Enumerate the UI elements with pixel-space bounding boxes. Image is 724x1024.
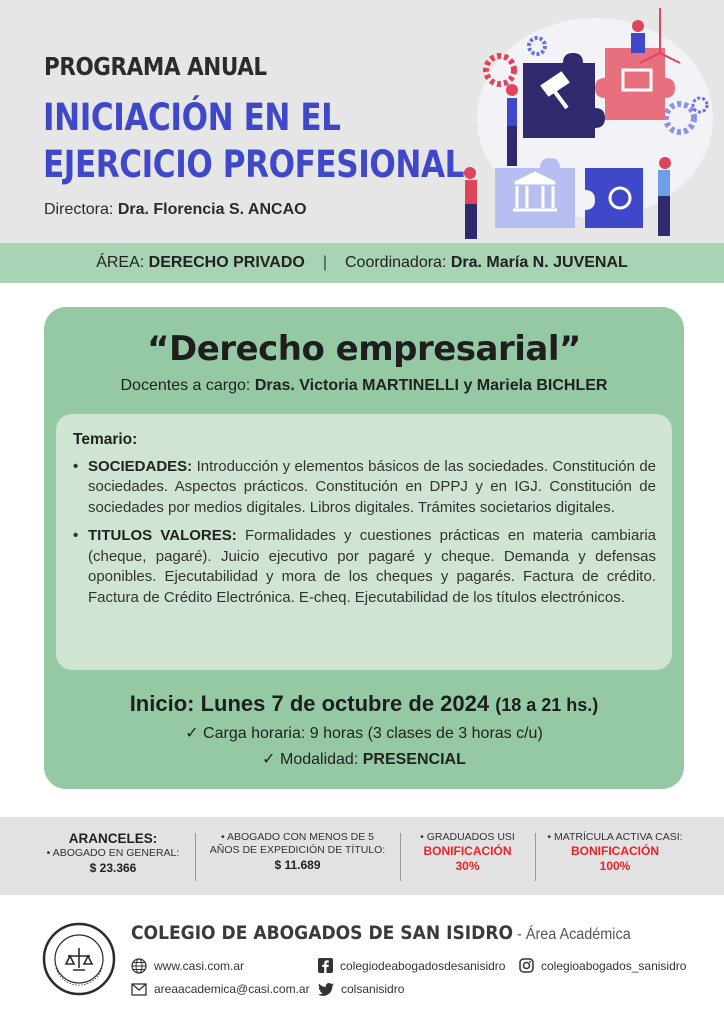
topic-name: SOCIEDADES: xyxy=(88,457,193,475)
fee-grad-bonif: BONIFICACIÓN xyxy=(423,844,512,858)
fee-mat-label: • MATRÍCULA ACTIVA CASI: xyxy=(547,831,683,843)
modality-label: ✓ Modalidad: xyxy=(262,751,359,768)
header xyxy=(0,0,724,243)
twitter-text: colsanisidro xyxy=(341,982,405,996)
fee-general xyxy=(38,831,188,875)
website-link[interactable] xyxy=(131,958,244,974)
topic-item xyxy=(73,526,656,608)
puzzle-piece-gavel xyxy=(523,53,605,138)
twitter-icon xyxy=(318,983,334,996)
instagram-icon xyxy=(519,958,534,973)
area-label: ÁREA: xyxy=(96,254,145,271)
area-band xyxy=(0,243,724,283)
facebook-text: colegiodeabogadosdesanisidro xyxy=(340,958,506,973)
modality xyxy=(44,749,684,769)
start-date xyxy=(44,691,684,717)
org-name: COLEGIO DE ABOGADOS DE SAN ISIDRO xyxy=(131,922,514,944)
director-label: Directora: xyxy=(44,201,114,218)
program-label: PROGRAMA ANUAL xyxy=(44,52,267,81)
coordinator-name: Dra. María N. JUVENAL xyxy=(450,254,628,271)
workload: ✓ Carga horaria: 9 horas (3 clases de 3 horas c/u) xyxy=(185,725,543,742)
course-title: “Derecho empresarial” xyxy=(147,329,581,369)
divider xyxy=(195,833,196,881)
start-hours: (18 a 21 hs.) xyxy=(495,695,599,715)
org-title xyxy=(131,922,631,944)
program-title-line1: INICIACIÓN EN EL xyxy=(43,96,341,139)
program-title-line2: EJERCICIO PROFESIONAL xyxy=(43,143,464,186)
temario-title: Temario: xyxy=(73,431,138,448)
course-card xyxy=(44,307,684,789)
twitter-link[interactable] xyxy=(318,982,404,996)
topic-item xyxy=(73,457,656,519)
fee-grad-pct: 30% xyxy=(455,859,480,873)
instagram-link[interactable] xyxy=(519,958,686,973)
topic-text: Introducción y elementos básicos de las sociedades. Constitución de sociedades. Aspectos prácticos. Constitución en DPPJ y en IGJ. Constitución de sociedades por medios digitales. Libros digitales. Trámites societarios digitales. xyxy=(88,457,657,516)
fee-junior-label-1: • ABOGADO CON MENOS DE 5 xyxy=(220,831,375,843)
coordinator-label: Coordinadora: xyxy=(345,254,447,271)
email-text: areaacademica@casi.com.ar xyxy=(154,982,310,996)
mail-icon xyxy=(131,983,147,996)
fee-general-label: • ABOGADO EN GENERAL: xyxy=(46,847,180,859)
fee-junior-label-2: AÑOS DE EXPEDICIÓN DE TÍTULO: xyxy=(209,844,386,856)
fee-graduates xyxy=(405,831,530,874)
fee-junior xyxy=(200,831,395,872)
fees-heading: ARANCELES: xyxy=(68,831,158,846)
topic-name: TITULOS VALORES: xyxy=(88,527,237,544)
casi-seal-logo xyxy=(42,922,116,996)
globe-icon xyxy=(131,958,147,974)
director-name: Dra. Florencia S. ANCAO xyxy=(117,201,307,218)
fees-band xyxy=(0,817,724,895)
facebook-link[interactable] xyxy=(318,958,505,973)
fee-junior-amount: $ 11.689 xyxy=(274,858,321,872)
fee-mat-bonif: BONIFICACIÓN xyxy=(571,844,659,858)
divider xyxy=(400,833,401,881)
fee-mat-pct: 100% xyxy=(599,859,631,873)
topic-text: Formalidades y cuestiones prácticas en materia cambiaria (cheque, pagaré). Juicio ejecutivo por pagaré y cheque. Demanda y defensas oponibles. Ejecutabilidad y mora de los cheques y pagarés. Factura de crédito. Factura de Crédito Electrónica. E-cheq. Ejecutabilidad de los títulos electrónicos. xyxy=(88,527,656,606)
start-date-text: Inicio: Lunes 7 de octubre de 2024 xyxy=(129,691,490,716)
fee-grad-label: • GRADUADOS USI xyxy=(420,831,515,843)
temario-box xyxy=(56,414,672,670)
puzzle-piece-monitor xyxy=(595,48,675,120)
docentes xyxy=(44,377,684,395)
docentes-label: Docentes a cargo: xyxy=(120,377,251,394)
area-separator: | xyxy=(322,254,327,271)
puzzle-illustration xyxy=(455,8,720,243)
docentes-names: Dras. Victoria MARTINELLI y Mariela BICHLER xyxy=(254,377,608,394)
area-value: DERECHO PRIVADO xyxy=(148,254,305,271)
website-text: www.casi.com.ar xyxy=(154,959,245,973)
org-subtitle: - Área Académica xyxy=(513,926,631,943)
puzzle-piece-bank xyxy=(495,158,575,228)
director xyxy=(44,201,307,219)
facebook-icon xyxy=(318,958,333,973)
instagram-text: colegioabogados_sanisidro xyxy=(541,958,687,973)
email-link[interactable] xyxy=(131,982,310,996)
fee-general-amount: $ 23.366 xyxy=(89,861,137,875)
modality-value: PRESENCIAL xyxy=(362,751,466,768)
divider xyxy=(535,833,536,881)
fee-matricula xyxy=(540,831,690,874)
